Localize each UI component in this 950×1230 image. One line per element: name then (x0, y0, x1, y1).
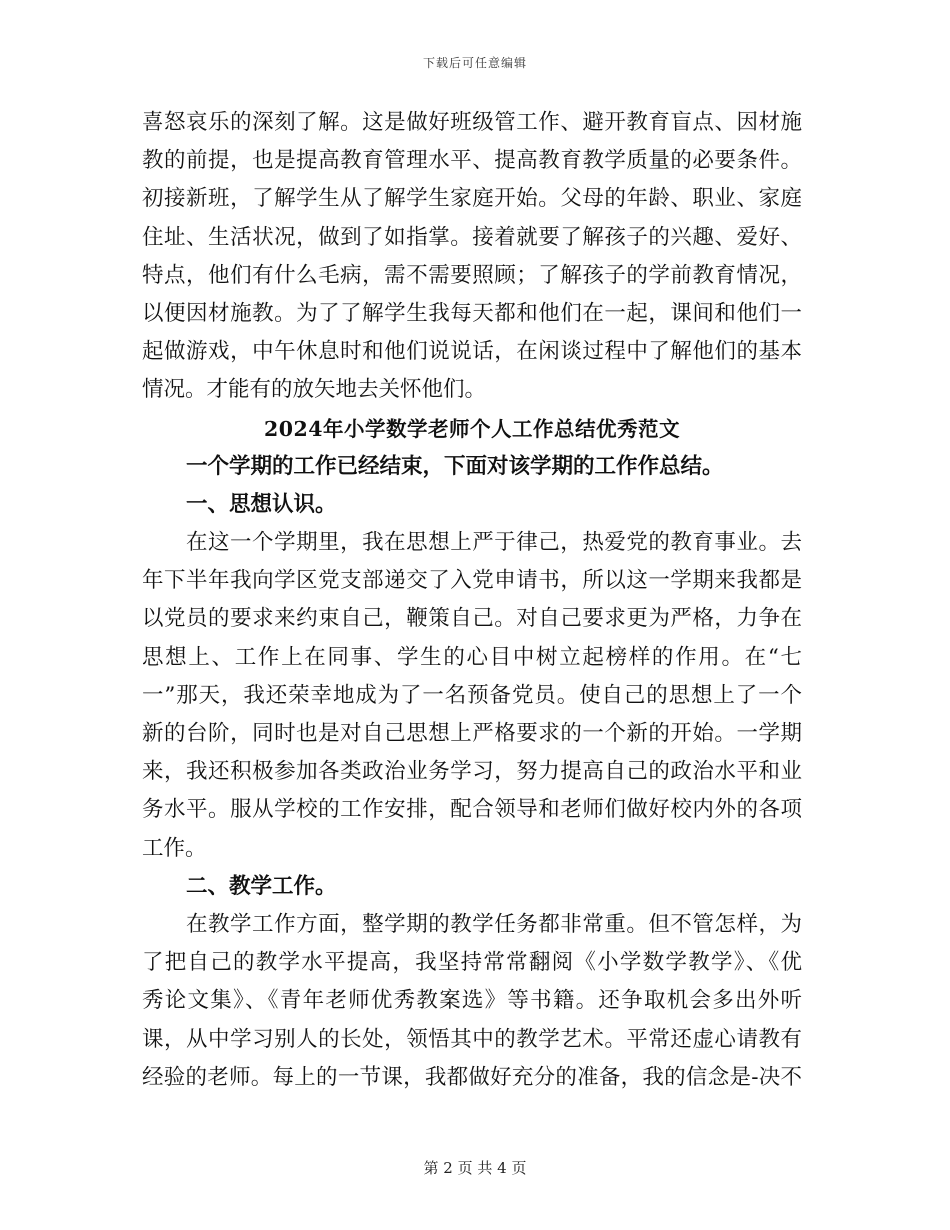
text-line: 一”那天，我还荣幸地成为了一名预备党员。使自己的思想上了一个 (142, 682, 802, 708)
document-title: 2024年小学数学老师个人工作总结优秀范文 (263, 416, 681, 441)
text-line: 课，从中学习别人的长处，领悟其中的教学艺术。平常还虚心请教有 (142, 1026, 802, 1052)
text-line: 秀论文集》、《青年老师优秀教案选》等书籍。还争取机会多出外听 (142, 988, 802, 1014)
section-teaching (142, 868, 802, 1097)
text-line: 在这一个学期里，我在思想上严于律己，热爱党的教育事业。去 (186, 530, 802, 556)
paragraph-continued (142, 104, 802, 410)
text-line: 工作。 (142, 835, 207, 861)
text-line: 务水平。服从学校的工作安排，配合领导和老师们做好校内外的各项 (142, 797, 802, 823)
section-heading: 二、教学工作。 (186, 873, 337, 899)
text-line: 以党员的要求来约束自己，鞭策自己。对自己要求更为严格，力争在 (142, 606, 802, 632)
text-line: 年下半年我向学区党支部递交了入党申请书，所以这一学期来我都是 (142, 568, 802, 594)
text-line: 来，我还积极参加各类政治业务学习，努力提高自己的政治水平和业 (142, 759, 802, 785)
text-line: 以便因材施教。为了了解学生我每天都和他们在一起，课间和他们一 (142, 300, 802, 326)
text-line: 情况。才能有的放矢地去关怀他们。 (142, 377, 487, 403)
text-line: 初接新班，了解学生从了解学生家庭开始。父母的年龄、职业、家庭 (142, 186, 802, 212)
text-line: 新的台阶，同时也是对自己思想上严格要求的一个新的开始。一学期 (142, 721, 802, 746)
document-body (142, 104, 802, 1097)
text-line: 喜怒哀乐的深刻了解。这是做好班级管工作、避开教育盲点、因材施 (142, 110, 802, 135)
page-number: 第 2 页 共 4 页 (423, 1159, 527, 1177)
text-line: 住址、生活状况，做到了如指掌。接着就要了解孩子的兴趣、爱好、 (142, 224, 802, 250)
text-line: 思想上、工作上在同事、学生的心目中树立起榜样的作用。在“七 (142, 644, 802, 670)
text-line: 特点，他们有什么毛病，需不需要照顾；了解孩子的学前教育情况， (142, 262, 802, 288)
intro-line: 一个学期的工作已经结束，下面对该学期的工作作总结。 (186, 453, 724, 479)
text-line: 教的前提，也是提高教育管理水平、提高教育教学质量的必要条件。 (142, 148, 802, 174)
text-line: 起做游戏，中午休息时和他们说说话，在闲谈过程中了解他们的基本 (142, 339, 802, 365)
section-thought (142, 486, 802, 868)
page-header: 下载后可任意编辑 (422, 56, 527, 70)
text-line: 经验的老师。每上的一节课，我都做好充分的准备，我的信念是-决不 (142, 1064, 802, 1090)
section-heading: 一、思想认识。 (186, 491, 337, 517)
text-line: 在教学工作方面，整学期的教学任务都非常重。但不管怎样，为 (186, 911, 802, 937)
text-line: 了把自己的教学水平提高，我坚持常常翻阅《小学数学教学》、《优 (142, 950, 802, 976)
